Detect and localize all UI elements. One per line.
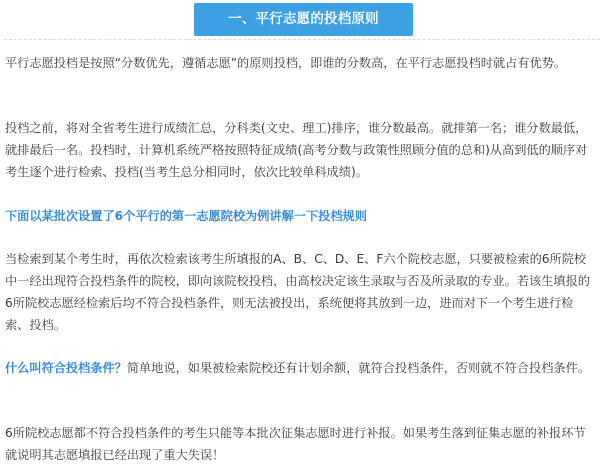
paragraph-qualification [5, 357, 597, 379]
qualification-answer: 简单地说，如果被检索院校还有计划余额，就符合投档条件，否则就不符合投档条件。 [126, 361, 590, 375]
paragraph-principle: 平行志愿投档是按照“分数优先，遵循志愿”的原则投档，即谁的分数高，在平行志愿投档时就占有优势。 [5, 56, 567, 70]
section-header [0, 0, 600, 48]
section-title: 一、平行志愿的投档原则 [228, 11, 379, 27]
section-header-box [194, 3, 413, 36]
question-label: 什么叫符合投档条件？ [5, 361, 127, 375]
paragraph-retrieval-rule: 当检索到某个考生时，再依次检索该考生所填报的A、B、C、D、E、F六个院校志愿，只要被检索的6所院校中一经出现符合投档条件的院校，即向该院校投档，由高校决定该生录取与否及所录取的专业。若该生填报的6所院校志愿经检索后均不符合投档条件，则无法被投出，系统便将其放到一边，进而对下一个考生进行检索、投档。 [5, 252, 590, 332]
paragraph-ranking: 投档之前，将对全省考生进行成绩汇总，分科类(文史、理工)排序，谁分数最高。就排第一名；谁分数最低，就排最后一名。投档时，计算机系统严格按照特征成绩(高考分数与政策性照顾分值的总和)从高到低的顺序对考生逐个进行检索、投档(当考生总分相同时，依次比较单科成绩)。 [5, 121, 588, 179]
section-divider [4, 39, 600, 40]
paragraph-example-lead: 下面以某批次设置了6个平行的第一志愿院校为例讲解一下投档规则 [5, 209, 367, 223]
paragraph-supplement: 6所院校志愿都不符合投档条件的考生只能等本批次征集志愿时进行补报。如果考生落到征集志愿的补报环节就说明其志愿填报已经出现了重大失误！ [5, 426, 586, 462]
